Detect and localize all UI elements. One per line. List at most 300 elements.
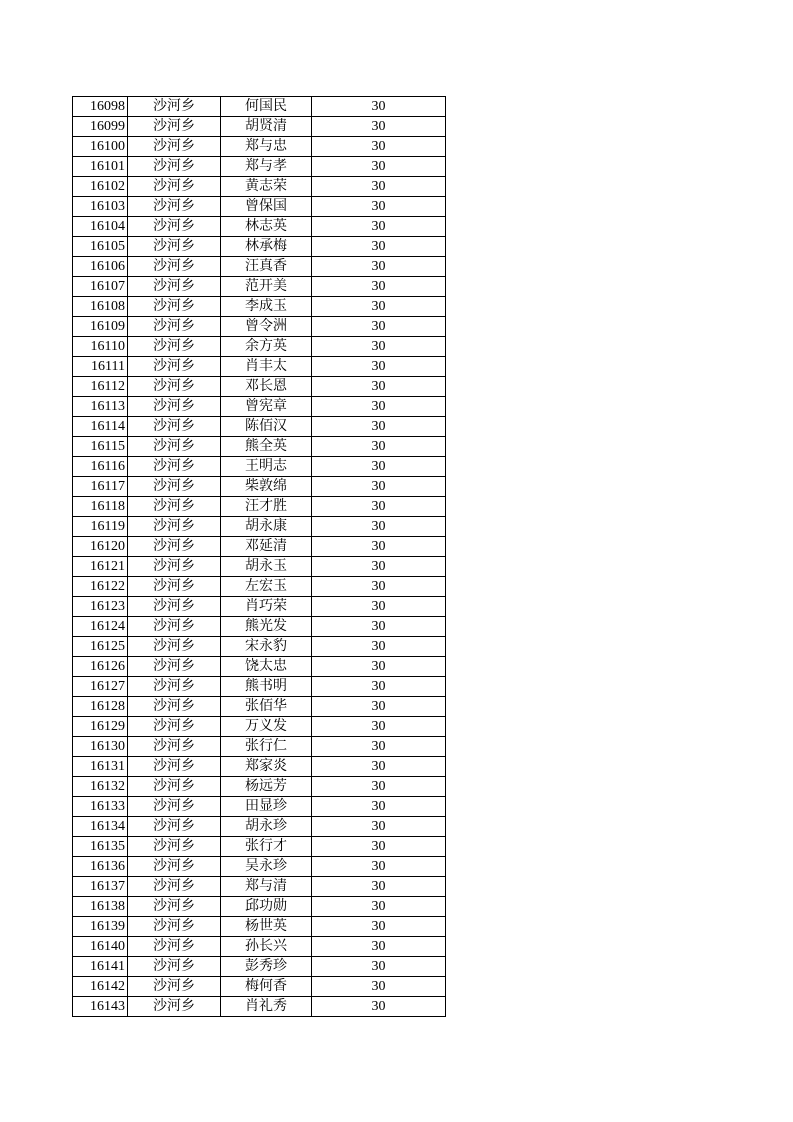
record-id-text: 16105 — [90, 239, 125, 254]
amount-cell — [312, 157, 446, 177]
record-id-cell — [73, 277, 128, 297]
person-name-cell — [221, 417, 312, 437]
township-cell — [128, 257, 221, 277]
person-name-text: 汪才胜 — [245, 499, 287, 514]
township-cell — [128, 717, 221, 737]
person-name-text: 林承梅 — [245, 239, 287, 254]
record-id-cell — [73, 657, 128, 677]
amount-text: 30 — [371, 399, 386, 414]
table-row — [73, 697, 446, 717]
person-name-cell — [221, 677, 312, 697]
township-cell — [128, 877, 221, 897]
table-row — [73, 257, 446, 277]
township-cell — [128, 537, 221, 557]
amount-text: 30 — [371, 579, 386, 594]
person-name-text: 曾令洲 — [245, 319, 287, 334]
person-name-text: 余方英 — [245, 339, 287, 354]
person-name-text: 黄志荣 — [245, 179, 287, 194]
record-id-text: 16126 — [90, 659, 125, 674]
amount-cell — [312, 237, 446, 257]
table-row — [73, 177, 446, 197]
township-text: 沙河乡 — [153, 639, 195, 654]
table-row — [73, 977, 446, 997]
township-text: 沙河乡 — [153, 919, 195, 934]
record-id-text: 16133 — [90, 799, 125, 814]
person-name-cell — [221, 157, 312, 177]
person-name-cell — [221, 337, 312, 357]
amount-text: 30 — [371, 339, 386, 354]
amount-cell — [312, 217, 446, 237]
township-cell — [128, 617, 221, 637]
record-id-text: 16108 — [90, 299, 125, 314]
record-id-text: 16135 — [90, 839, 125, 854]
person-name-text: 邓延清 — [245, 539, 287, 554]
person-name-cell — [221, 997, 312, 1017]
record-id-text: 16110 — [90, 339, 125, 354]
record-id-text: 16141 — [90, 959, 125, 974]
amount-text: 30 — [371, 439, 386, 454]
amount-text: 30 — [371, 419, 386, 434]
person-name-cell — [221, 797, 312, 817]
amount-cell — [312, 377, 446, 397]
record-id-cell — [73, 397, 128, 417]
person-name-cell — [221, 297, 312, 317]
record-id-cell — [73, 637, 128, 657]
township-cell — [128, 677, 221, 697]
amount-cell — [312, 997, 446, 1017]
record-id-cell — [73, 597, 128, 617]
township-cell — [128, 117, 221, 137]
record-id-text: 16131 — [90, 759, 125, 774]
amount-cell — [312, 697, 446, 717]
person-name-text: 范开美 — [245, 279, 287, 294]
record-id-cell — [73, 237, 128, 257]
person-name-text: 熊光发 — [245, 619, 287, 634]
record-id-cell — [73, 857, 128, 877]
township-cell — [128, 857, 221, 877]
amount-cell — [312, 837, 446, 857]
person-name-cell — [221, 117, 312, 137]
table-row — [73, 437, 446, 457]
record-id-cell — [73, 937, 128, 957]
amount-cell — [312, 497, 446, 517]
amount-cell — [312, 917, 446, 937]
person-name-cell — [221, 737, 312, 757]
person-name-cell — [221, 137, 312, 157]
amount-cell — [312, 357, 446, 377]
amount-cell — [312, 517, 446, 537]
person-name-cell — [221, 397, 312, 417]
person-name-cell — [221, 877, 312, 897]
amount-text: 30 — [371, 879, 386, 894]
person-name-cell — [221, 777, 312, 797]
amount-text: 30 — [371, 799, 386, 814]
township-text: 沙河乡 — [153, 679, 195, 694]
township-cell — [128, 177, 221, 197]
township-cell — [128, 757, 221, 777]
amount-cell — [312, 137, 446, 157]
township-text: 沙河乡 — [153, 299, 195, 314]
table-row — [73, 317, 446, 337]
table-row — [73, 197, 446, 217]
amount-text: 30 — [371, 939, 386, 954]
table-row — [73, 577, 446, 597]
record-id-text: 16136 — [90, 859, 125, 874]
amount-text: 30 — [371, 779, 386, 794]
township-text: 沙河乡 — [153, 619, 195, 634]
amount-text: 30 — [371, 319, 386, 334]
amount-cell — [312, 557, 446, 577]
record-id-cell — [73, 577, 128, 597]
table-row — [73, 837, 446, 857]
person-name-text: 田显珍 — [245, 799, 287, 814]
amount-cell — [312, 257, 446, 277]
township-cell — [128, 657, 221, 677]
person-name-text: 胡永玉 — [245, 559, 287, 574]
township-text: 沙河乡 — [153, 379, 195, 394]
township-text: 沙河乡 — [153, 139, 195, 154]
township-cell — [128, 377, 221, 397]
township-cell — [128, 237, 221, 257]
person-name-text: 饶太忠 — [245, 659, 287, 674]
record-id-text: 16116 — [90, 459, 125, 474]
amount-text: 30 — [371, 859, 386, 874]
table-row — [73, 637, 446, 657]
township-cell — [128, 337, 221, 357]
township-cell — [128, 217, 221, 237]
township-cell — [128, 937, 221, 957]
amount-text: 30 — [371, 139, 386, 154]
record-id-cell — [73, 717, 128, 737]
record-id-text: 16098 — [90, 99, 125, 114]
amount-cell — [312, 977, 446, 997]
township-text: 沙河乡 — [153, 259, 195, 274]
amount-cell — [312, 477, 446, 497]
table-row — [73, 597, 446, 617]
township-text: 沙河乡 — [153, 199, 195, 214]
township-cell — [128, 197, 221, 217]
record-id-cell — [73, 317, 128, 337]
record-id-text: 16112 — [90, 379, 125, 394]
record-id-text: 16127 — [90, 679, 125, 694]
amount-text: 30 — [371, 119, 386, 134]
record-id-cell — [73, 197, 128, 217]
township-text: 沙河乡 — [153, 459, 195, 474]
table-row — [73, 277, 446, 297]
table-row — [73, 97, 446, 117]
table-row — [73, 737, 446, 757]
record-id-cell — [73, 557, 128, 577]
township-cell — [128, 557, 221, 577]
township-text: 沙河乡 — [153, 839, 195, 854]
amount-text: 30 — [371, 359, 386, 374]
record-id-text: 16143 — [90, 999, 125, 1014]
person-name-cell — [221, 477, 312, 497]
person-name-text: 肖礼秀 — [245, 999, 287, 1014]
township-text: 沙河乡 — [153, 759, 195, 774]
amount-text: 30 — [371, 219, 386, 234]
person-name-text: 杨远芳 — [245, 779, 287, 794]
township-text: 沙河乡 — [153, 659, 195, 674]
record-id-text: 16132 — [90, 779, 125, 794]
township-cell — [128, 137, 221, 157]
person-name-cell — [221, 917, 312, 937]
person-name-cell — [221, 557, 312, 577]
person-name-cell — [221, 277, 312, 297]
person-name-text: 张佰华 — [245, 699, 287, 714]
amount-cell — [312, 877, 446, 897]
township-text: 沙河乡 — [153, 879, 195, 894]
record-id-text: 16123 — [90, 599, 125, 614]
person-name-cell — [221, 657, 312, 677]
person-name-text: 柴敦绵 — [245, 479, 287, 494]
person-name-text: 孙长兴 — [245, 939, 287, 954]
record-id-cell — [73, 997, 128, 1017]
township-cell — [128, 737, 221, 757]
table-row — [73, 817, 446, 837]
township-cell — [128, 97, 221, 117]
person-name-text: 何国民 — [245, 99, 287, 114]
amount-text: 30 — [371, 899, 386, 914]
township-text: 沙河乡 — [153, 899, 195, 914]
township-cell — [128, 297, 221, 317]
amount-cell — [312, 937, 446, 957]
person-name-text: 曾保国 — [245, 199, 287, 214]
record-id-text: 16125 — [90, 639, 125, 654]
amount-text: 30 — [371, 619, 386, 634]
person-name-cell — [221, 517, 312, 537]
person-name-cell — [221, 317, 312, 337]
person-name-text: 李成玉 — [245, 299, 287, 314]
person-name-text: 张行才 — [245, 839, 287, 854]
person-name-cell — [221, 937, 312, 957]
record-id-text: 16142 — [90, 979, 125, 994]
person-name-cell — [221, 457, 312, 477]
table-row — [73, 917, 446, 937]
amount-text: 30 — [371, 559, 386, 574]
person-name-cell — [221, 257, 312, 277]
table-row — [73, 117, 446, 137]
person-name-cell — [221, 377, 312, 397]
amount-cell — [312, 577, 446, 597]
township-text: 沙河乡 — [153, 279, 195, 294]
township-text: 沙河乡 — [153, 179, 195, 194]
amount-cell — [312, 737, 446, 757]
table-row — [73, 757, 446, 777]
person-name-cell — [221, 717, 312, 737]
person-name-text: 肖巧荣 — [245, 599, 287, 614]
township-text: 沙河乡 — [153, 719, 195, 734]
table-row — [73, 997, 446, 1017]
person-name-cell — [221, 197, 312, 217]
table-row — [73, 337, 446, 357]
person-name-text: 彭秀珍 — [245, 959, 287, 974]
township-cell — [128, 477, 221, 497]
record-id-text: 16122 — [90, 579, 125, 594]
person-name-cell — [221, 497, 312, 517]
amount-cell — [312, 897, 446, 917]
township-text: 沙河乡 — [153, 559, 195, 574]
person-name-text: 宋永豹 — [245, 639, 287, 654]
table-row — [73, 537, 446, 557]
township-cell — [128, 917, 221, 937]
table-row — [73, 877, 446, 897]
amount-cell — [312, 717, 446, 737]
person-name-cell — [221, 577, 312, 597]
table-row — [73, 677, 446, 697]
record-id-cell — [73, 537, 128, 557]
record-id-cell — [73, 877, 128, 897]
table-row — [73, 897, 446, 917]
record-id-cell — [73, 177, 128, 197]
township-cell — [128, 697, 221, 717]
table-row — [73, 377, 446, 397]
record-id-text: 16128 — [90, 699, 125, 714]
amount-text: 30 — [371, 959, 386, 974]
record-id-text: 16113 — [90, 399, 125, 414]
amount-text: 30 — [371, 179, 386, 194]
table-row — [73, 657, 446, 677]
records-table-body — [73, 97, 446, 1017]
person-name-cell — [221, 637, 312, 657]
township-cell — [128, 417, 221, 437]
record-id-cell — [73, 837, 128, 857]
person-name-cell — [221, 237, 312, 257]
record-id-cell — [73, 377, 128, 397]
township-text: 沙河乡 — [153, 579, 195, 594]
amount-cell — [312, 397, 446, 417]
amount-text: 30 — [371, 379, 386, 394]
amount-cell — [312, 297, 446, 317]
person-name-text: 邱功勋 — [245, 899, 287, 914]
township-text: 沙河乡 — [153, 439, 195, 454]
amount-cell — [312, 117, 446, 137]
record-id-cell — [73, 777, 128, 797]
table-row — [73, 957, 446, 977]
record-id-text: 16139 — [90, 919, 125, 934]
amount-text: 30 — [371, 759, 386, 774]
record-id-text: 16137 — [90, 879, 125, 894]
township-text: 沙河乡 — [153, 799, 195, 814]
township-cell — [128, 357, 221, 377]
township-cell — [128, 797, 221, 817]
township-cell — [128, 777, 221, 797]
person-name-cell — [221, 177, 312, 197]
township-text: 沙河乡 — [153, 159, 195, 174]
record-id-cell — [73, 457, 128, 477]
township-cell — [128, 957, 221, 977]
amount-text: 30 — [371, 599, 386, 614]
person-name-text: 邓长恩 — [245, 379, 287, 394]
person-name-text: 梅何香 — [245, 979, 287, 994]
amount-text: 30 — [371, 819, 386, 834]
amount-text: 30 — [371, 459, 386, 474]
amount-text: 30 — [371, 279, 386, 294]
record-id-text: 16140 — [90, 939, 125, 954]
person-name-text: 熊书明 — [245, 679, 287, 694]
township-text: 沙河乡 — [153, 399, 195, 414]
person-name-cell — [221, 897, 312, 917]
record-id-cell — [73, 977, 128, 997]
table-row — [73, 457, 446, 477]
township-text: 沙河乡 — [153, 939, 195, 954]
person-name-text: 陈佰汉 — [245, 419, 287, 434]
record-id-cell — [73, 497, 128, 517]
person-name-text: 胡永康 — [245, 519, 287, 534]
person-name-text: 郑与清 — [245, 879, 287, 894]
amount-cell — [312, 197, 446, 217]
township-cell — [128, 837, 221, 857]
record-id-cell — [73, 797, 128, 817]
record-id-text: 16100 — [90, 139, 125, 154]
person-name-cell — [221, 857, 312, 877]
township-text: 沙河乡 — [153, 499, 195, 514]
person-name-cell — [221, 697, 312, 717]
amount-cell — [312, 657, 446, 677]
record-id-text: 16103 — [90, 199, 125, 214]
person-name-text: 曾宪章 — [245, 399, 287, 414]
township-cell — [128, 817, 221, 837]
township-text: 沙河乡 — [153, 599, 195, 614]
person-name-text: 左宏玉 — [245, 579, 287, 594]
person-name-text: 万义发 — [245, 719, 287, 734]
amount-text: 30 — [371, 159, 386, 174]
amount-cell — [312, 317, 446, 337]
record-id-cell — [73, 737, 128, 757]
person-name-cell — [221, 757, 312, 777]
township-cell — [128, 897, 221, 917]
amount-cell — [312, 437, 446, 457]
amount-text: 30 — [371, 539, 386, 554]
record-id-cell — [73, 337, 128, 357]
person-name-cell — [221, 617, 312, 637]
amount-text: 30 — [371, 919, 386, 934]
township-text: 沙河乡 — [153, 119, 195, 134]
amount-cell — [312, 617, 446, 637]
person-name-text: 吴永珍 — [245, 859, 287, 874]
record-id-cell — [73, 117, 128, 137]
amount-cell — [312, 537, 446, 557]
township-cell — [128, 277, 221, 297]
table-row — [73, 777, 446, 797]
person-name-text: 汪真香 — [245, 259, 287, 274]
township-text: 沙河乡 — [153, 779, 195, 794]
amount-text: 30 — [371, 199, 386, 214]
table-row — [73, 217, 446, 237]
person-name-text: 熊全英 — [245, 439, 287, 454]
record-id-cell — [73, 217, 128, 237]
record-id-cell — [73, 417, 128, 437]
township-text: 沙河乡 — [153, 739, 195, 754]
record-id-text: 16119 — [90, 519, 125, 534]
record-id-cell — [73, 617, 128, 637]
township-cell — [128, 597, 221, 617]
table-row — [73, 857, 446, 877]
amount-cell — [312, 97, 446, 117]
record-id-text: 16111 — [91, 359, 125, 374]
record-id-text: 16115 — [90, 439, 125, 454]
amount-cell — [312, 797, 446, 817]
record-id-text: 16106 — [90, 259, 125, 274]
township-text: 沙河乡 — [153, 999, 195, 1014]
record-id-cell — [73, 757, 128, 777]
record-id-cell — [73, 677, 128, 697]
record-id-cell — [73, 697, 128, 717]
person-name-cell — [221, 837, 312, 857]
amount-cell — [312, 817, 446, 837]
township-text: 沙河乡 — [153, 519, 195, 534]
table-row — [73, 717, 446, 737]
